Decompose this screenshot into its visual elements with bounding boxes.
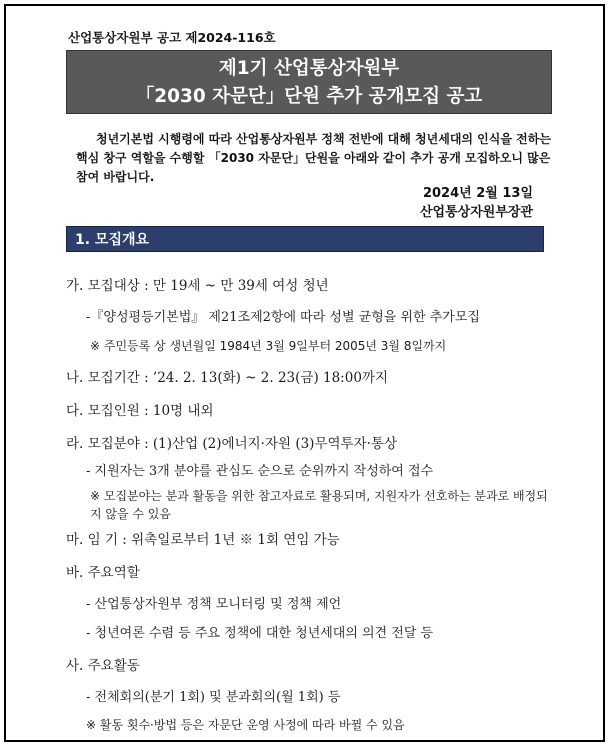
title-line-2: 「2030 자문단」단원 추가 공개모집 공고	[135, 86, 483, 107]
item-term: 마. 임 기 : 위촉일로부터 1년 ※ 1회 연임 가능	[66, 532, 340, 548]
item-count: 다. 모집인원 : 10명 내외	[66, 403, 214, 419]
item-role: 바. 주요역할	[66, 565, 140, 581]
issue-block	[420, 184, 533, 222]
issue-date: 2024년 2월 13일	[422, 186, 533, 201]
notice-number: 산업통상자원부 공고 제2024-116호	[68, 30, 276, 45]
item-activity-sub: - 전체회의(분기 1회) 및 분과회의(월 1회) 등	[86, 690, 341, 705]
item-period: 나. 모집기간 : ’24. 2. 13(화) ~ 2. 23(금) 18:00까지	[66, 370, 388, 386]
item-activity-note: ※ 활동 횟수·방법 등은 자문단 운영 사정에 따라 바뀔 수 있음	[86, 718, 405, 732]
title-banner	[66, 50, 552, 114]
item-target-note: ※ 주민등록 상 생년월일 1984년 3월 9일부터 2005년 3월 8일까지	[90, 339, 447, 353]
intro-paragraph: 청년기본법 시행령에 따라 산업통상자원부 정책 전반에 대해 청년세대의 인식을 전하는 핵심 창구 역할을 수행할 「2030 자문단」단원을 아래와 같이 추가 공개 모집하오니 많은 참여 바랍니다.	[76, 132, 551, 184]
item-field: 라. 모집분야 : (1)산업 (2)에너지·자원 (3)무역투자·통상	[66, 436, 397, 452]
section-header: 1. 모집개요	[66, 226, 544, 252]
item-role-sub-1: - 산업통상자원부 정책 모니터링 및 정책 제언	[86, 597, 342, 612]
notice-page	[4, 4, 605, 742]
item-field-note: ※ 모집분야는 분과 활동을 위한 참고자료로 활용되며, 지원자가 선호하는 분과로 배정되지 않을 수 있음	[90, 489, 548, 521]
item-target-sub: -『양성평등기본법』 제21조제2항에 따라 성별 균형을 위한 추가모집	[86, 310, 480, 325]
title-line-1: 제1기 산업통상자원부	[218, 58, 400, 79]
item-role-sub-2: - 청년여론 수렴 등 주요 정책에 대한 청년세대의 의견 전달 등	[86, 626, 434, 641]
item-activity: 사. 주요활동	[66, 658, 140, 674]
issuer-name: 산업통상자원부장관	[419, 205, 533, 220]
item-target: 가. 모집대상 : 만 19세 ~ 만 39세 여성 청년	[66, 278, 329, 294]
item-field-sub: - 지원자는 3개 분야를 관심도 순으로 순위까지 작성하여 접수	[86, 464, 434, 479]
